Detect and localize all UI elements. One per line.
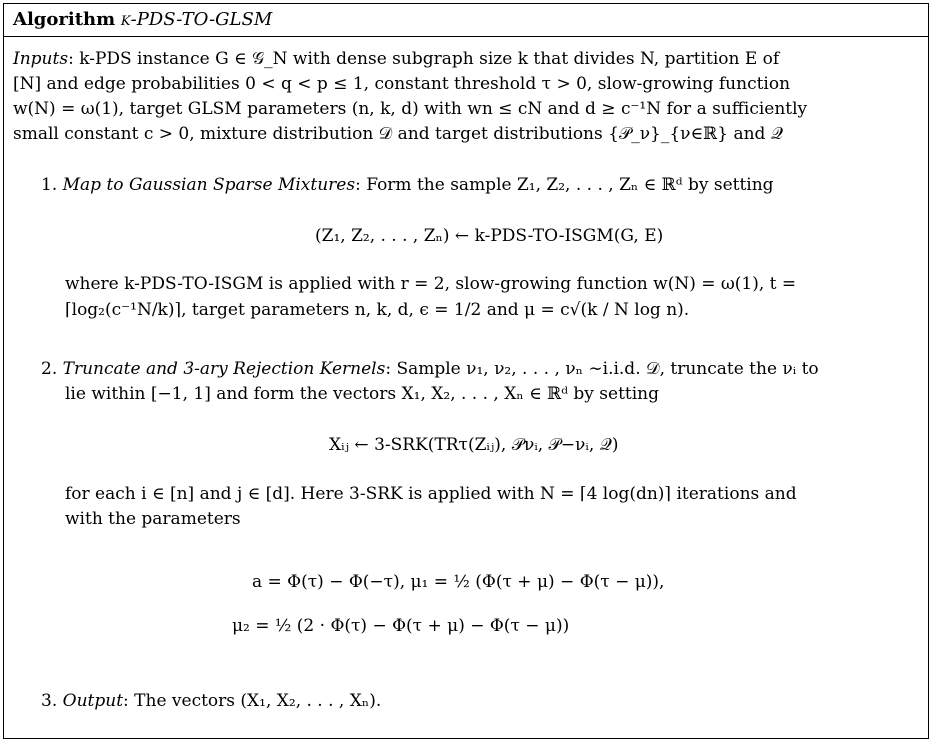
step-1-text-1: : Form the sample Z₁, Z₂, . . . , Zₙ ∈ ℝᵈ by setting	[355, 175, 774, 195]
step-2-params-1: a = Φ(τ) − Φ(−τ), μ₁ = ½ (Φ(τ + μ) − Φ(τ − μ)),	[252, 572, 665, 592]
inputs-line-2: [N] and edge probabilities 0 < q < p ≤ 1, constant threshold τ > 0, slow-growing function	[13, 74, 791, 94]
inputs-line-1	[13, 49, 779, 69]
algorithm-box	[3, 3, 929, 739]
step-3-title: Output	[62, 691, 124, 711]
step-1-number: 1.	[41, 175, 58, 195]
step-3-line-1	[41, 691, 381, 711]
step-2-line-1	[41, 359, 819, 379]
algorithm-label: Algorithm	[13, 9, 116, 30]
step-2-text-1: : Sample ν₁, ν₂, . . . , νₙ ∼i.i.d. 𝒟, truncate the νᵢ to	[385, 359, 819, 379]
inputs-label: Inputs	[13, 49, 69, 69]
inputs-line-3: w(N) = ω(1), target GLSM parameters (n, k, d) with wn ≤ cN and d ≥ c⁻¹N for a sufficiently	[13, 99, 808, 119]
step-1-line-1	[41, 175, 774, 195]
step-1-title: Map to Gaussian Sparse Mixtures	[62, 175, 356, 195]
step-2-title: Truncate and 3-ary Rejection Kernels	[62, 359, 386, 379]
step-2-line-4: for each i ∈ [n] and j ∈ [d]. Here 3-SRK is applied with N = ⌈4 log(dn)⌉ iterations and	[65, 484, 797, 504]
algorithm-body	[4, 4, 928, 738]
inputs-line-4: small constant c > 0, mixture distribution 𝒟 and target distributions {𝒫_ν}_{ν∈ℝ} and 𝒬	[13, 124, 784, 144]
step-3-number: 3.	[41, 691, 58, 711]
inputs-text-1: : k-PDS instance G ∈ 𝒢_N with dense subgraph size k that divides N, partition E of	[68, 49, 780, 69]
step-1-equation: (Z₁, Z₂, . . . , Zₙ) ← k-PDS-TO-ISGM(G, E)	[315, 226, 664, 246]
algorithm-name: k-PDS-TO-GLSM	[120, 9, 273, 30]
step-2-line-5: with the parameters	[65, 509, 241, 529]
step-2-line-2: lie within [−1, 1] and form the vectors X₁, X₂, . . . , Xₙ ∈ ℝᵈ by setting	[65, 384, 660, 404]
step-2-params-2: μ₂ = ½ (2 · Φ(τ) − Φ(τ + μ) − Φ(τ − μ))	[232, 616, 570, 636]
step-1-line-4: ⌈log₂(c⁻¹N/k)⌉, target parameters n, k, d, ϵ = 1/2 and μ = c√(k / N log n).	[65, 300, 690, 320]
step-2-number: 2.	[41, 359, 58, 379]
step-1-line-3: where k-PDS-TO-ISGM is applied with r = 2, slow-growing function w(N) = ω(1), t =	[65, 274, 797, 294]
step-3-text-1: : The vectors (X₁, X₂, . . . , Xₙ).	[123, 691, 382, 711]
step-2-equation: Xᵢⱼ ← 3-SRK(TRτ(Zᵢⱼ), 𝒫νᵢ, 𝒫−νᵢ, 𝒬)	[329, 435, 619, 455]
